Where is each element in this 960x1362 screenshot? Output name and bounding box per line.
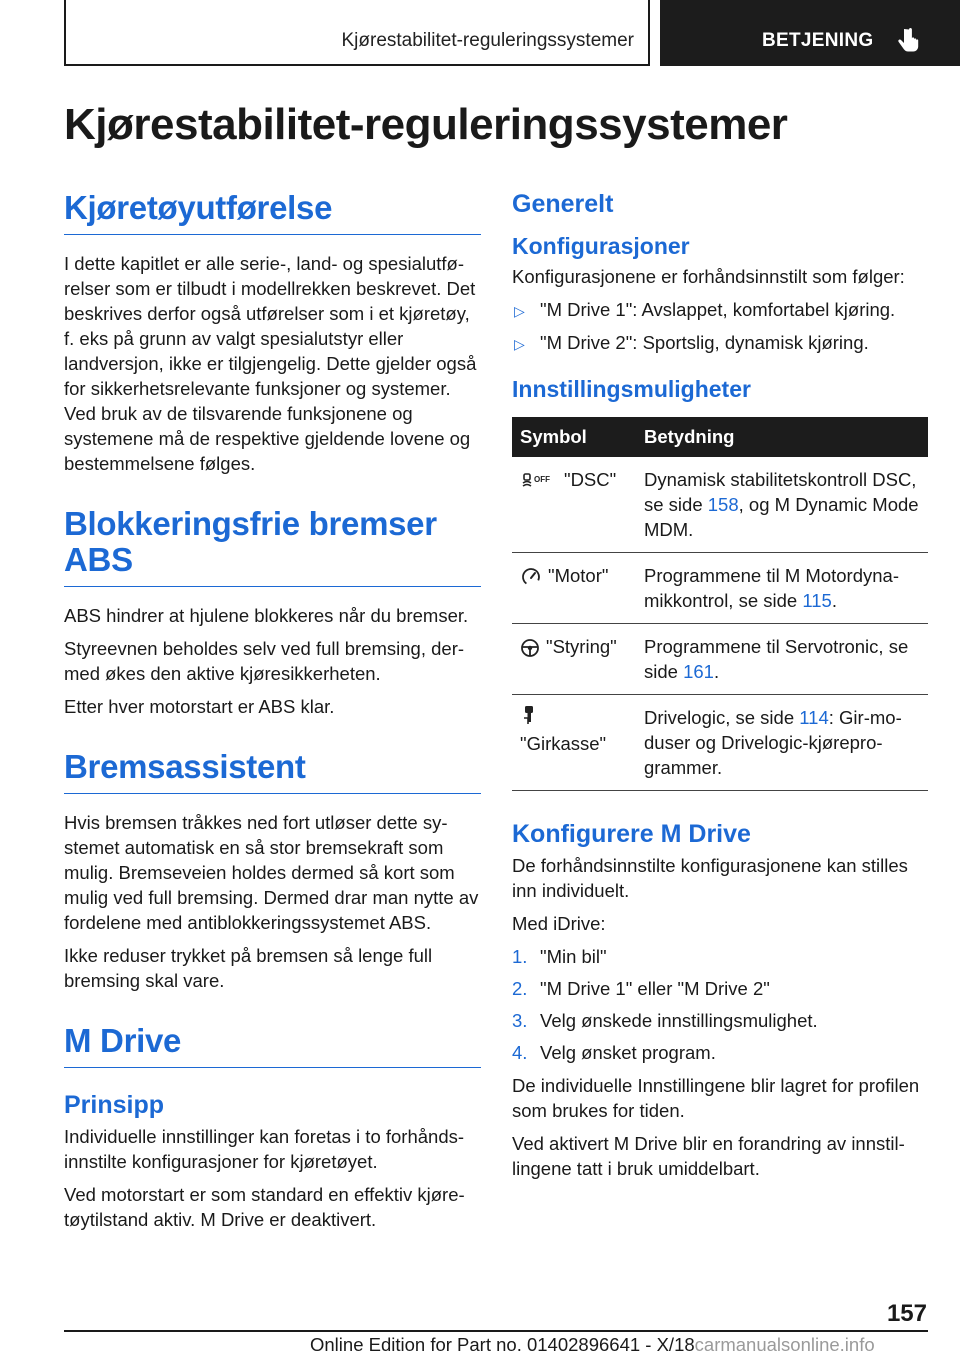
meaning-cell: Programmene til Servotronic, se side 161. (636, 624, 928, 695)
list-item: 4. Velg ønsket program. (512, 1042, 716, 1063)
section-title-brake-assist: Bremsassistent (64, 749, 481, 794)
meaning-cell: Drivelogic, se side 114: Gir-moduser og Drivelogic-kjøreprogrammer. (636, 695, 928, 791)
paragraph: Ved motorstart er som standard en effektiv kjøretøytilstand aktiv. M Drive er deaktivert. (64, 1184, 465, 1230)
meaning-cell: Dynamisk stabilitetskontroll DSC, se side 158, og M Dynamic Mode MDM. (636, 457, 928, 553)
section-name: Kjørestabilitet-reguleringssystemer (341, 30, 634, 51)
engine-gauge-icon (520, 567, 542, 587)
paragraph: Hvis bremsen tråkkes ned fort utløser dette systemet automatisk en så stor bremsekraft som mulig. Bremseveien holdes dermed så kort som mulig ved full bremsing. Dermed drar man nytte av fordelene med antiblokkeringssystemet ABS. (64, 812, 479, 933)
list-item: 3. Velg ønskede innstillingsmulighet. (512, 1010, 818, 1031)
page-number: 157 (886, 1300, 927, 1327)
page-link[interactable]: 115 (802, 590, 832, 611)
column-header-symbol: Symbol (512, 417, 636, 457)
paragraph: De forhåndsinnstilte konfigurasjonene kan stilles inn individuelt. (512, 855, 908, 901)
list-item: 1. "Min bil" (512, 946, 607, 967)
paragraph: Konfigurasjonene er forhåndsinnstilt som følger: (512, 266, 905, 287)
table-row (512, 695, 928, 791)
section-title-vehicle-version: Kjøretøyutførelse (64, 190, 481, 235)
footer-edition: Online Edition for Part no. 01402896641 - X/18carmanualsonline.info (310, 1334, 875, 1355)
gear-shift-icon (522, 705, 536, 725)
table-row (512, 553, 928, 624)
section-title-m-drive: M Drive (64, 1023, 481, 1068)
numbered-list (512, 944, 928, 1065)
page-header (0, 0, 960, 66)
symbol-cell: OFF "DSC" (512, 457, 636, 553)
section-title-abs: Blokkeringsfrie bremser ABS (64, 506, 481, 587)
dsc-off-icon (520, 472, 558, 490)
bullet-list (512, 297, 928, 355)
section-tab (64, 0, 650, 66)
paragraph: Etter hver motorstart er ABS klar. (64, 696, 335, 717)
list-item: 2. "M Drive 1" eller "M Drive 2" (512, 978, 770, 999)
paragraph: De individuelle Innstillingene blir lagret for profilen som brukes for tiden. (512, 1075, 920, 1121)
left-column (64, 190, 481, 1240)
page-title: Kjørestabilitet-reguleringssystemer (64, 100, 788, 149)
page-link[interactable]: 114 (799, 707, 829, 728)
symbol-cell: "Styring" (512, 624, 636, 695)
table-header-row (512, 417, 928, 457)
hand-pointer-icon (893, 26, 923, 56)
paragraph: I dette kapitlet er alle serie-, land- og spesialutførelser som er tilbudt i modellrekken beskrevet. Det beskrives derfor også utførelser som i et kjøretøy, f. eks på grunn av valgt spesialutstyr eller landversjon, ikke er tilgjengelig. Dette gjelder også for sikkerhetsrelevante funksjoner og systemer. Ved bruk av de tilsvarende funksjonene og systemene må de respektive gjeldende lovene og bestemmelsene følges. (64, 253, 477, 474)
subsection-title-configurations: Konfigurasjoner (512, 233, 690, 259)
chapter-tab (660, 0, 960, 66)
steering-wheel-icon (520, 638, 540, 658)
list-item: ▷ "M Drive 1": Avslappet, komfortabel kjøring. (512, 297, 928, 322)
chapter-name: BETJENING (762, 30, 874, 51)
column-header-meaning: Betydning (636, 417, 928, 457)
page-link[interactable]: 158 (707, 494, 739, 515)
svg-text:OFF: OFF (534, 475, 550, 485)
subsection-title-configure-m-drive: Konfigurere M Drive (512, 820, 751, 848)
paragraph: Individuelle innstillinger kan foretas i to forhåndsinnstilte konfigurasjoner for kjøretøyet. (64, 1126, 465, 1172)
settings-table (512, 417, 928, 791)
footer-divider (64, 1330, 928, 1332)
paragraph: Ikke reduser trykket på bremsen så lenge full bremsing skal vare. (64, 945, 433, 991)
section-title-general: Generelt (512, 190, 614, 218)
subsection-title-settings: Innstillingsmuligheter (512, 376, 751, 402)
triangle-bullet-icon: ▷ (514, 303, 525, 319)
watermark: carmanualsonline.info (694, 1334, 875, 1355)
table-row (512, 457, 928, 553)
paragraph: Med iDrive: (512, 913, 606, 934)
paragraph: ABS hindrer at hjulene blokkeres når du bremser. (64, 605, 469, 626)
subsection-title-principle: Prinsipp (64, 1091, 165, 1119)
triangle-bullet-icon: ▷ (514, 336, 525, 352)
page-link[interactable]: 161 (683, 661, 714, 682)
paragraph: Styreevnen beholdes selv ved full bremsing, dermed økes den aktive kjøresikkerheten. (64, 638, 465, 684)
meaning-cell: Programmene til M Motordynamikkontrol, se side 115. (636, 553, 928, 624)
paragraph: Ved aktivert M Drive blir en forandring av innstillingene tatt i bruk umiddelbart. (512, 1133, 905, 1179)
symbol-cell: "Girkasse" (512, 695, 636, 791)
table-row (512, 624, 928, 695)
list-item: ▷ "M Drive 2": Sportslig, dynamisk kjøring. (512, 330, 928, 355)
right-column (512, 190, 928, 1189)
symbol-cell: "Motor" (512, 553, 636, 624)
